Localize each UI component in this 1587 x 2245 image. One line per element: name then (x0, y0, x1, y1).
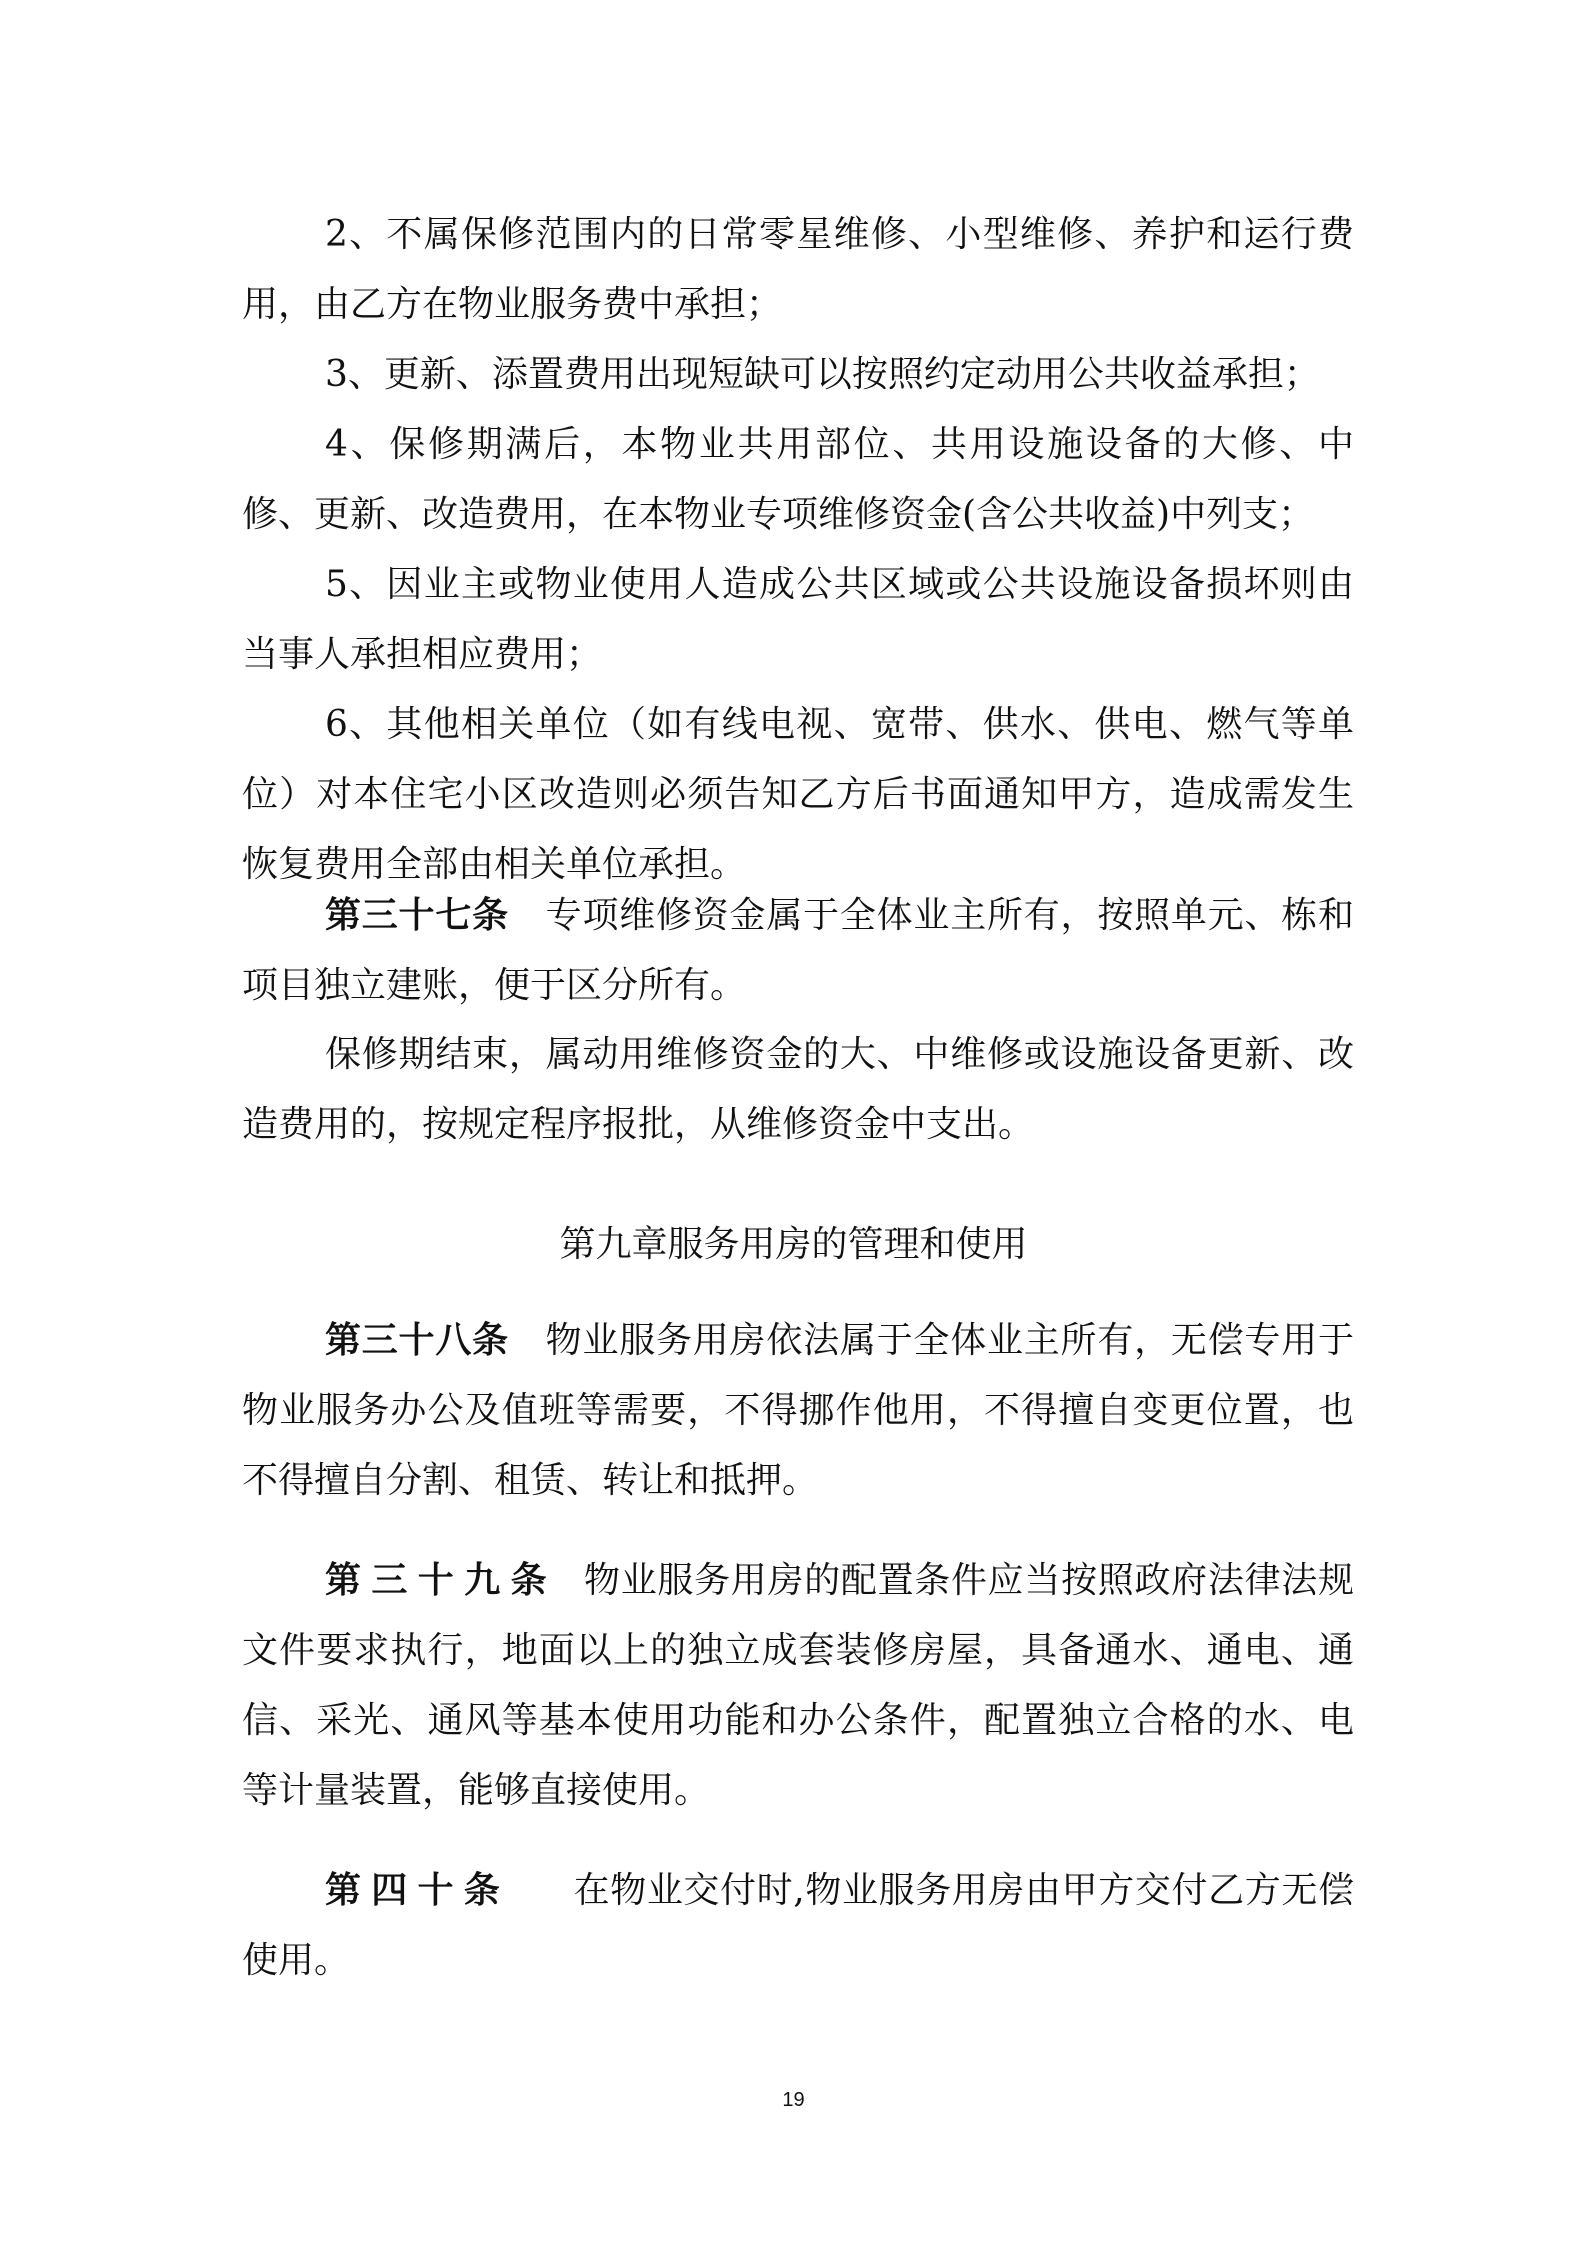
page-number: 19 (782, 2089, 805, 2111)
article-40-heading: 第 四 十 条 (325, 1870, 501, 1910)
item-5: 5、因业主或物业使用人造成公共区域或公共设施设备损坏则由当事人承担相应费用； (242, 564, 1354, 675)
article-39-text: 物业服务用房的配置条件应当按照政府法律法规文件要求执行，地面以上的独立成套装修房屋，具备通水、通电、通信、采光、通风等基本使用功能和办公条件，配置独立合格的水、电等计量装置，能够直接使用。 (242, 1560, 1354, 1811)
article-37 (242, 880, 1354, 1021)
article-38 (242, 1305, 1354, 1516)
article-38-text: 物业服务用房依法属于全体业主所有，无偿专用于物业服务办公及值班等需要，不得挪作他用，不得擅自变更位置，也不得擅自分割、租赁、转让和抵押。 (242, 1320, 1354, 1501)
article-39 (242, 1545, 1354, 1826)
article-39-heading: 第 三 十 九 条 (325, 1560, 548, 1600)
item-3: 3、更新、添置费用出现短缺可以按照约定动用公共收益承担； (325, 354, 1320, 395)
item-6: 6、其他相关单位（如有线电视、宽带、供水、供电、燃气等单位）对本住宅小区改造则必须告知乙方后书面通知甲方，造成需发生恢复费用全部由相关单位承担。 (242, 704, 1354, 885)
article-40 (242, 1855, 1354, 1996)
article-38-heading: 第三十八条 (325, 1320, 509, 1360)
item-2: 2、不属保修范围内的日常零星维修、小型维修、养护和运行费用，由乙方在物业服务费中承担； (242, 214, 1354, 325)
item-4: 4、保修期满后，本物业共用部位、共用设施设备的大修、中修、更新、改造费用，在本物业专项维修资金(含公共收益)中列支； (242, 424, 1354, 535)
article-40-text: 在物业交付时,物业服务用房由甲方交付乙方无偿使用。 (242, 1870, 1354, 1981)
article-37-paragraph-2: 保修期结束，属动用维修资金的大、中维修或设施设备更新、改造费用的，按规定程序报批，从维修资金中支出。 (242, 1034, 1354, 1145)
chapter-title: 第九章服务用房的管理和使用 (559, 1224, 1028, 1265)
article-37-text: 专项维修资金属于全体业主所有，按照单元、栋和项目独立建账，便于区分所有。 (242, 895, 1354, 1006)
article-37-heading: 第三十七条 (325, 895, 509, 935)
